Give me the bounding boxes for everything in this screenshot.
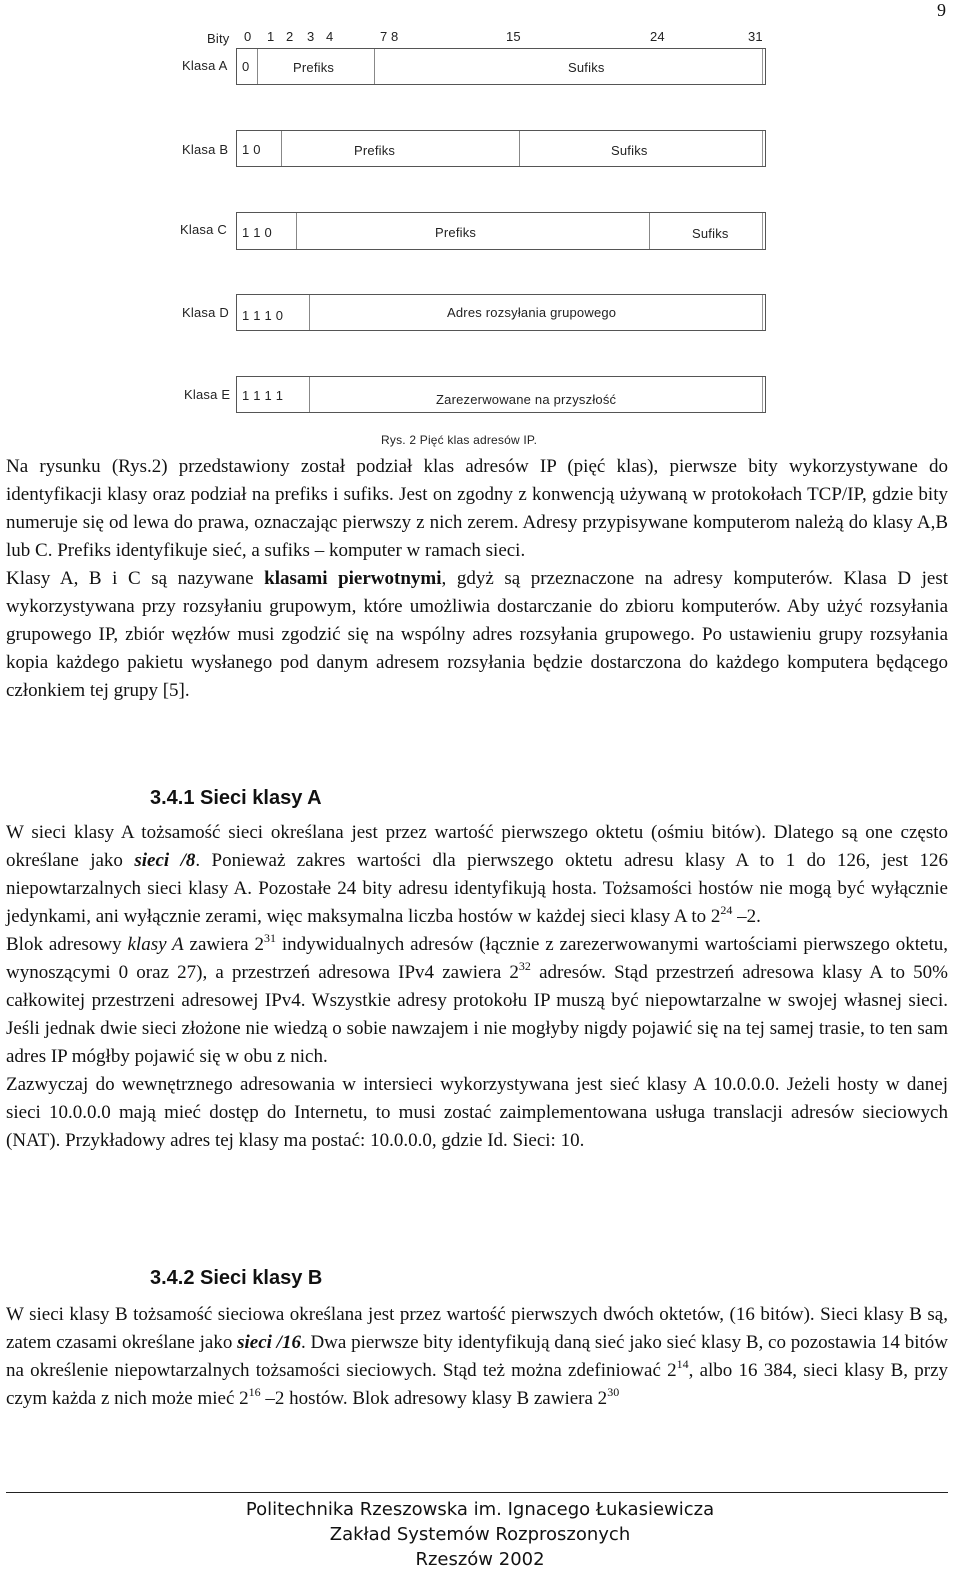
class-d-box bbox=[236, 294, 766, 331]
class-e-label: Klasa E bbox=[184, 387, 231, 402]
leading-bits: 1 1 0 bbox=[242, 225, 272, 240]
class-a-label: Klasa A bbox=[182, 58, 228, 73]
bit-number: 8 bbox=[391, 29, 399, 44]
prefix-field: Prefiks bbox=[435, 225, 477, 240]
leading-bits: 1 1 1 1 bbox=[242, 388, 284, 403]
class-a-box bbox=[236, 48, 766, 85]
class-d-label: Klasa D bbox=[182, 305, 229, 320]
reserved-field: Zarezerwowane na przyszłość bbox=[436, 392, 617, 407]
multicast-field: Adres rozsyłania grupowego bbox=[447, 305, 617, 320]
ip-classes-figure bbox=[0, 0, 960, 460]
intro-text bbox=[6, 453, 948, 705]
class-b-box bbox=[236, 130, 766, 167]
footer-city-year: Rzeszów 2002 bbox=[415, 1549, 545, 1570]
class-e-box bbox=[236, 376, 766, 413]
section-b-text bbox=[6, 1301, 948, 1413]
class-b-label: Klasa B bbox=[182, 142, 229, 157]
paragraph: Zazwyczaj do wewnętrznego adresowania w intersieci wykorzystywana jest sieć klasy A 10.0.0.0. Jeżeli hosty w danej sieci 10.0.0.0 mają mieć dostęp do Internetu, to musi zostać zaimplementowana usługa translacji adresów sieciowych (NAT). Przykładowy adres tej klasy ma postać: 10.0.0.0, gdzie Id. Sieci: 10. bbox=[6, 1074, 948, 1151]
leading-bits: 0 bbox=[242, 59, 250, 74]
bit-number: 0 bbox=[244, 29, 252, 44]
suffix-field: Sufiks bbox=[692, 226, 729, 241]
paragraph: W sieci klasy B tożsamość sieciowa określana jest przez wartość pierwszych dwóch oktetów, (16 bitów). Sieci klasy B są, zatem czasami określane jako sieci /16. Dwa pierwsze bity identyfikują daną sieć jako sieć klasy B, co pozostawia 14 bitów na określenie niepowtarzalnych tożsamości sieciowych. Stąd też można zdefiniować $2^{14}$, albo 16 384, sieci klasy B, przy czym każda z nich może mieć $2^{16}$ –2 hostów. Blok adresowy klasy B zawiera $2^{30}$ bbox=[6, 1304, 948, 1409]
page-number: 9 bbox=[937, 0, 946, 20]
bit-number: 24 bbox=[650, 29, 665, 44]
prefix-field: Prefiks bbox=[354, 143, 396, 158]
paragraph: Klasy A, B i C są nazywane klasami pierwotnymi, gdyż są przeznaczone na adresy komputerów. Klasa D jest wykorzystywana przy rozsyłaniu grupowym, które umożliwia dostarczanie do zbioru komputerów. Aby użyć rozsyłania grupowego IP, zbiór węzłów musi zgodzić się na wspólny adres rozsyłania grupowego. Po ustawieniu grupy rozsyłania kopia każdego pakietu wysłanego pod danym adresem rozsyłania będzie dostarczona do każdego komputera będącego członkiem tej grupy [5]. bbox=[6, 568, 949, 701]
section-heading-class-a: 3.4.1 Sieci klasy A bbox=[150, 787, 322, 809]
section-heading-class-b: 3.4.2 Sieci klasy B bbox=[150, 1267, 323, 1289]
footer-department: Zakład Systemów Rozproszonych bbox=[329, 1524, 631, 1545]
prefix-field: Prefiks bbox=[293, 60, 335, 75]
class-c-label: Klasa C bbox=[180, 222, 227, 237]
paragraph: Na rysunku (Rys.2) przedstawiony został podział klas adresów IP (pięć klas), pierwsze bity wykorzystywane do identyfikacji klasy oraz podział na prefiks i sufiks. Jest on zgodny z konwencją używaną w protokołach TCP/IP, gdzie bity numeruje się od lewa do prawa, oznaczając pierwszy z nich zerem. Adresy przypisywane komputerom należą do klasy A,B lub C. Prefiks identyfikuje sieć, a sufiks – komputer w ramach sieci. bbox=[6, 456, 948, 561]
bit-number: 31 bbox=[748, 29, 763, 44]
suffix-field: Sufiks bbox=[568, 60, 605, 75]
section-a-text bbox=[6, 819, 948, 1155]
bit-number: 1 bbox=[267, 29, 275, 44]
paragraph: W sieci klasy A tożsamość sieci określana jest przez wartość pierwszego oktetu (ośmiu bitów). Dlatego są one często określane jako sieci /8. Ponieważ zakres wartości dla pierwszego oktetu adresu klasy A to 1 do 126, jest 126 niepowtarzalnych sieci klasy A. Pozostałe 24 bity adresu identyfikują hosta. Tożsamości hostów nie mogą być wyłącznie jedynkami, ani wyłącznie zerami, więc maksymalna liczba hostów w każdej sieci klasy A to $2^{24}$ –2. bbox=[6, 822, 948, 927]
suffix-field: Sufiks bbox=[611, 143, 648, 158]
figure-caption: Rys. 2 Pięć klas adresów IP. bbox=[381, 433, 538, 447]
bits-label: Bity bbox=[207, 31, 230, 46]
footer-divider bbox=[6, 1492, 948, 1493]
bit-number: 3 bbox=[307, 29, 315, 44]
footer-institution: Politechnika Rzeszowska im. Ignacego Łukasiewicza bbox=[245, 1499, 715, 1520]
leading-bits: 1 0 bbox=[242, 142, 261, 157]
bit-number: 7 bbox=[380, 29, 388, 44]
paragraph: Blok adresowy klasy A zawiera $2^{31}$ indywidualnych adresów (łącznie z zarezerwowanymi wartościami pierwszego oktetu, wynoszącymi 0 oraz 27), a przestrzeń adresowa IPv4 zawiera $2^{32}$ adresów. Stąd przestrzeń adresowa klasy A to 50% całkowitej przestrzeni adresowej IPv4. Wszystkie adresy protokołu IP muszą być niepowtarzalne w swojej własnej sieci. Jeśli jednak dwie sieci złożone nie wiedzą o sobie nawzajem i nie mogłyby nigdy pojawić się na tej samej trasie, to ten sam adres IP mógłby pojawić się w obu z nich. bbox=[6, 931, 949, 1067]
bit-number: 15 bbox=[506, 29, 521, 44]
class-c-box bbox=[236, 212, 766, 250]
bit-number: 4 bbox=[326, 29, 334, 44]
leading-bits: 1 1 1 0 bbox=[242, 308, 284, 323]
bit-number: 2 bbox=[286, 29, 294, 44]
